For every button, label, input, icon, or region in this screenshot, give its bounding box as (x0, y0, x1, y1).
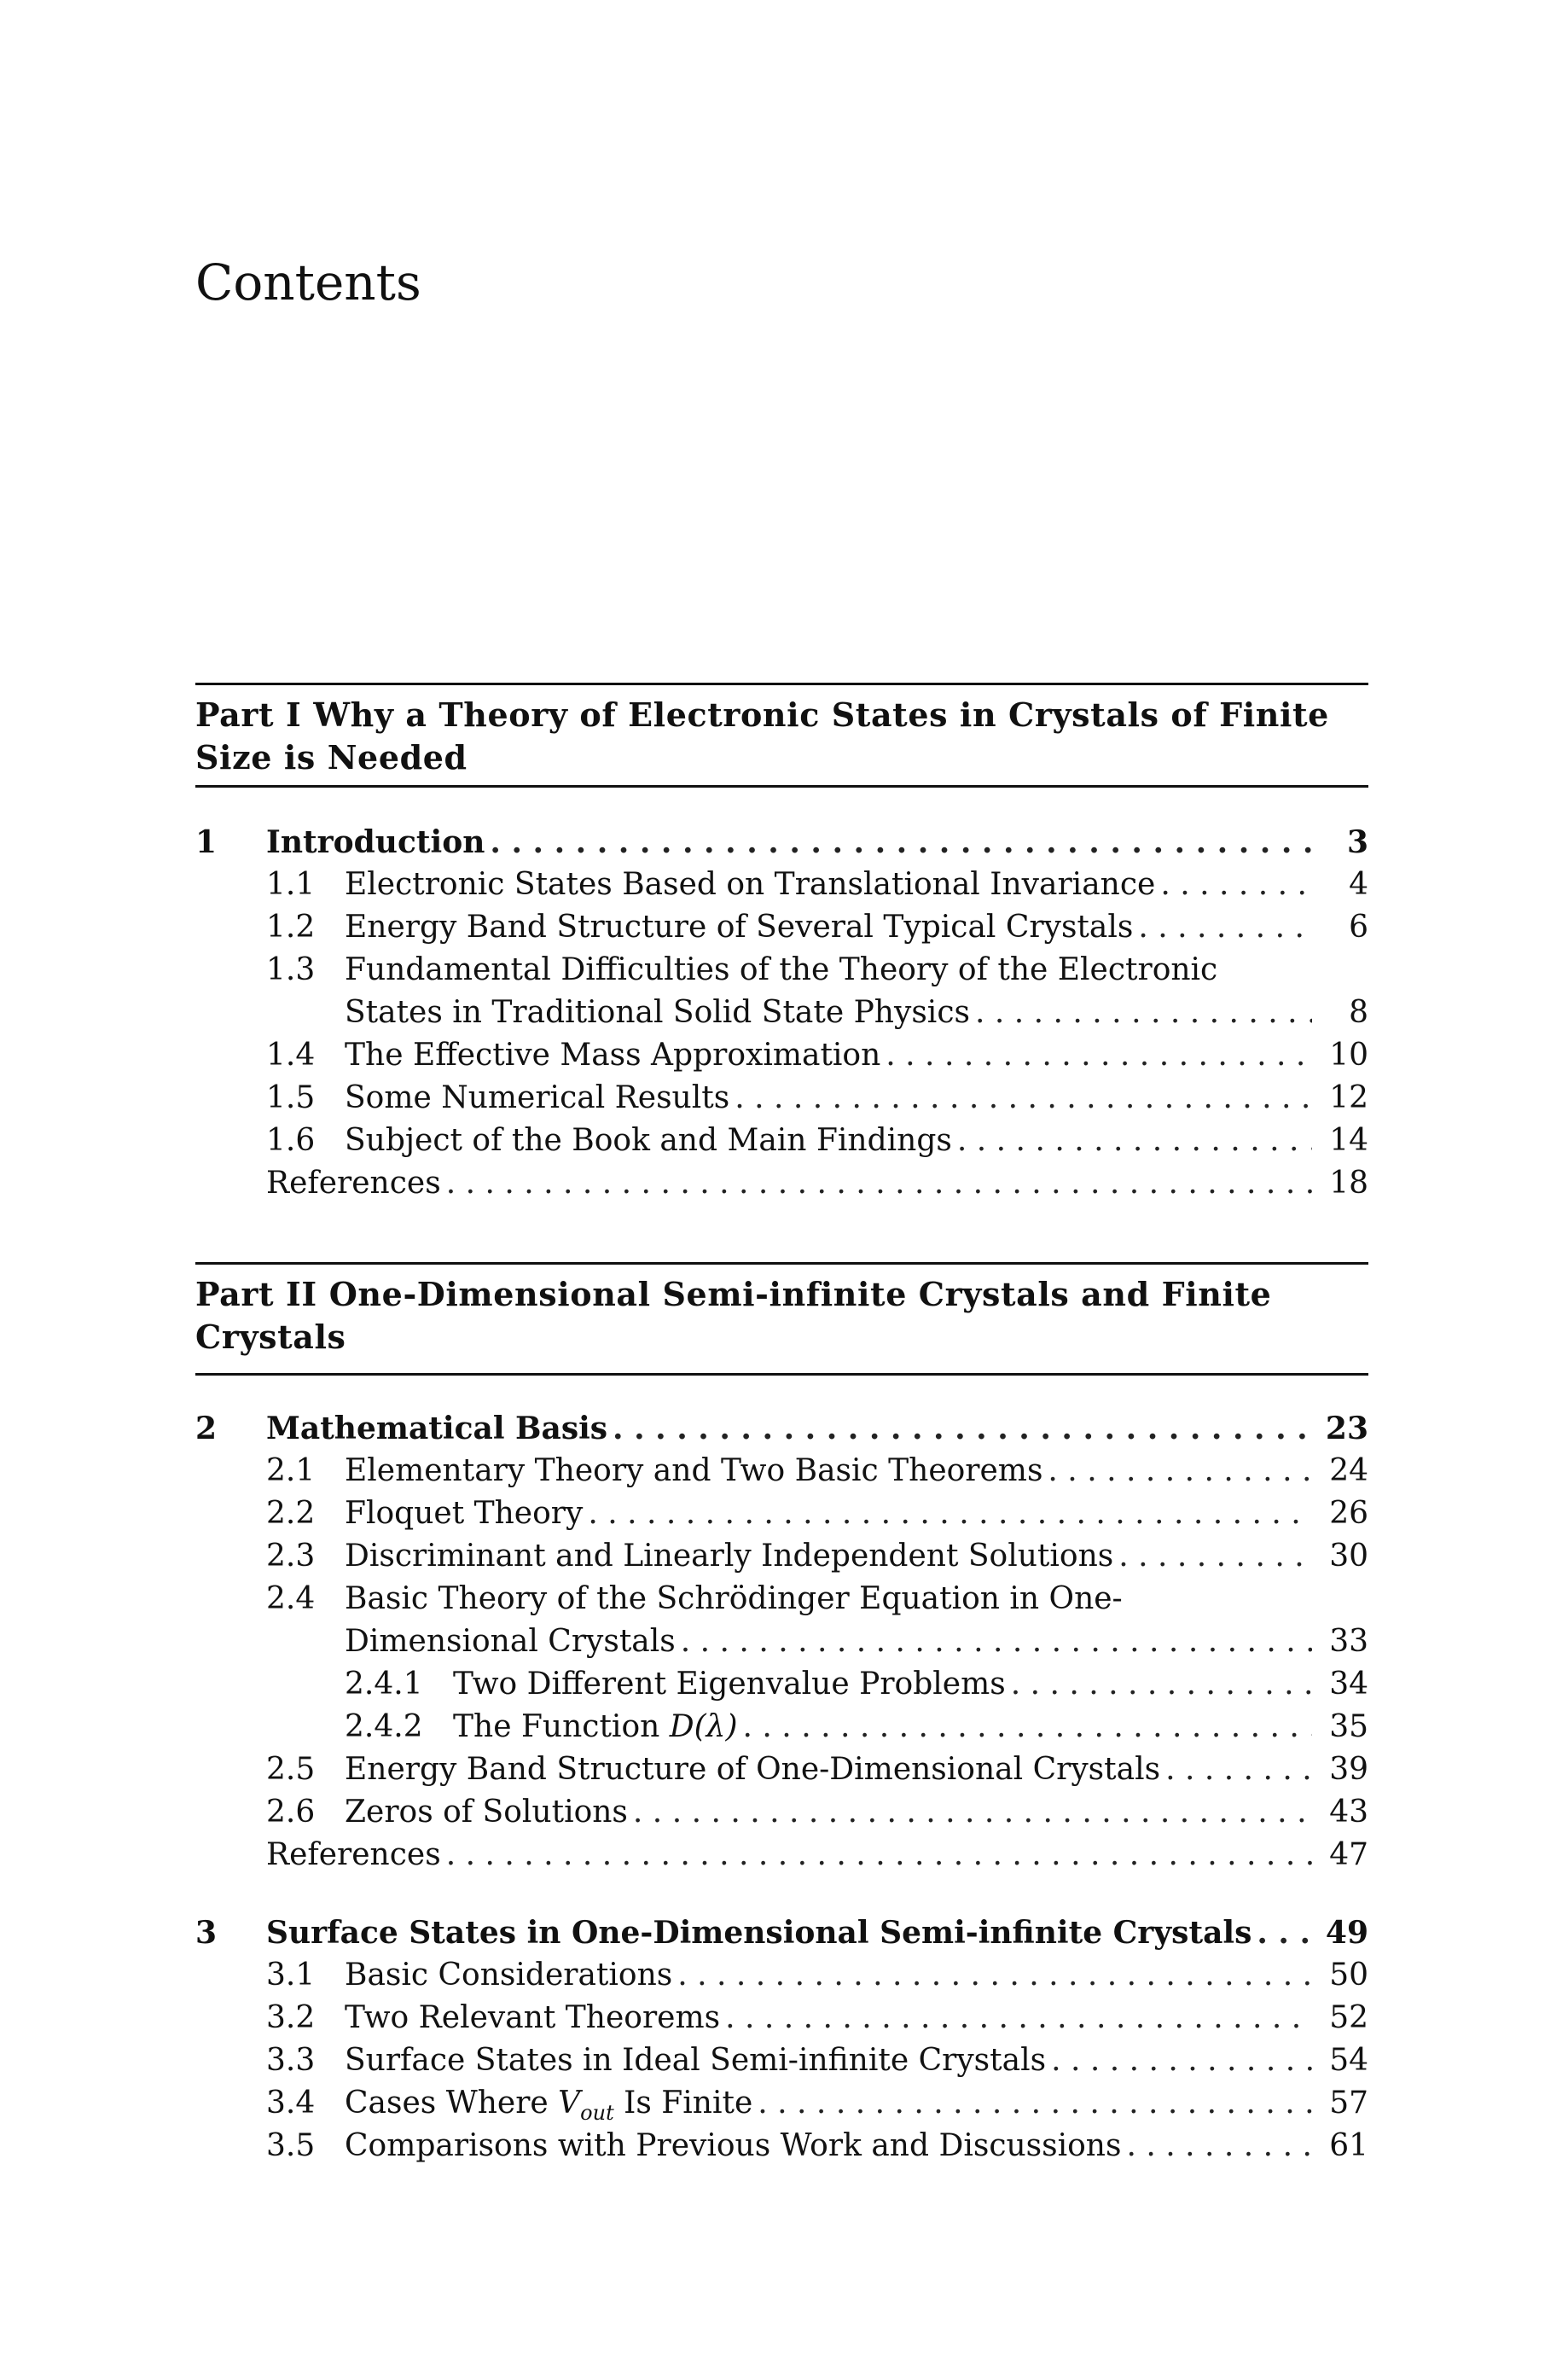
math-variable: V (558, 2086, 581, 2121)
toc-section-entry[interactable] (195, 864, 1368, 906)
part-heading (195, 1273, 1368, 1359)
entry-number: 2.1 (266, 1453, 316, 1488)
entry-number: 1.1 (266, 867, 316, 902)
dot-leader (446, 1834, 1312, 1876)
entry-page: 54 (1329, 2043, 1368, 2078)
entry-title: Subject of the Book and Main Findings (345, 1123, 952, 1158)
entry-number: 1.4 (266, 1038, 316, 1073)
entry-page: 14 (1329, 1123, 1368, 1158)
dot-leader (886, 1034, 1312, 1077)
entry-page: 12 (1329, 1080, 1368, 1115)
entry-number: 2.4.1 (345, 1667, 423, 1702)
entry-number: 1.5 (266, 1080, 316, 1115)
toc-section-entry[interactable] (195, 2039, 1368, 2082)
dot-leader (1118, 1535, 1312, 1578)
dot-leader (588, 1492, 1312, 1535)
toc-section-entry[interactable] (195, 1748, 1368, 1791)
part-label: Part I (195, 695, 302, 734)
part-top-rule (195, 1262, 1368, 1265)
entry-title: The Effective Mass Approximation (345, 1038, 881, 1073)
toc-section-entry[interactable] (195, 1450, 1368, 1492)
dot-leader (490, 821, 1312, 864)
dot-leader (1165, 1748, 1312, 1791)
entry-title: Dimensional Crystals (345, 1624, 676, 1659)
entry-title-text: The Function (453, 1709, 670, 1744)
entry-title: Surface States in Ideal Semi-infinite Crystals (345, 2043, 1047, 2078)
entry-page: 35 (1329, 1709, 1368, 1744)
part-title-line: Crystals (195, 1318, 346, 1356)
toc-subsection-entry[interactable] (195, 1706, 1368, 1748)
entry-title: References (266, 1837, 441, 1872)
toc-section-entry-continuation[interactable] (195, 1620, 1368, 1663)
dot-leader (758, 2082, 1312, 2125)
part-bottom-rule (195, 785, 1368, 788)
entry-title: References (266, 1166, 441, 1201)
entry-page: 39 (1329, 1752, 1368, 1787)
entry-title (453, 1706, 738, 1748)
dot-leader (743, 1706, 1312, 1748)
toc-section-entry[interactable] (195, 1954, 1368, 1997)
dot-leader (677, 1954, 1312, 1997)
entry-title: Zeros of Solutions (345, 1795, 628, 1830)
page-title: Contents (195, 253, 421, 311)
entry-title-text: Is Finite (613, 2086, 753, 2121)
entry-title: Energy Band Structure of Several Typical Crystals (345, 910, 1134, 945)
part-heading (195, 694, 1368, 779)
entry-title: Introduction (266, 824, 485, 860)
entry-number: 2 (195, 1411, 218, 1446)
math-subscript: out (580, 2101, 614, 2126)
toc-chapter-entry[interactable] (195, 1911, 1368, 1954)
part-title-line: Size is Needed (195, 738, 467, 777)
entry-number: 2.6 (266, 1795, 316, 1830)
toc-section-entry[interactable] (195, 1791, 1368, 1834)
part-label: Part II (195, 1275, 317, 1313)
toc-section-entry[interactable] (195, 906, 1368, 949)
toc-section-entry[interactable] (195, 1492, 1368, 1535)
dot-leader (1138, 906, 1312, 949)
dot-leader (446, 1162, 1312, 1205)
part-bottom-rule (195, 1373, 1368, 1376)
dot-leader (1257, 1911, 1312, 1954)
entry-title: Comparisons with Previous Work and Discussions (345, 2128, 1122, 2163)
entry-title: Energy Band Structure of One-Dimensional Crystals (345, 1752, 1161, 1787)
entry-number: 3.4 (266, 2086, 316, 2121)
entry-number: 1.3 (266, 952, 316, 987)
dot-leader (1126, 2125, 1312, 2167)
entry-page: 18 (1329, 1166, 1368, 1201)
toc-references-entry[interactable] (195, 1834, 1368, 1876)
dot-leader (957, 1120, 1312, 1162)
dot-leader (1160, 864, 1312, 906)
entry-title: Mathematical Basis (266, 1411, 608, 1446)
toc-references-entry[interactable] (195, 1162, 1368, 1205)
toc-section-entry[interactable] (195, 949, 1368, 992)
entry-title: Two Different Eigenvalue Problems (453, 1667, 1006, 1702)
entry-title: Basic Theory of the Schrödinger Equation in One- (345, 1581, 1123, 1616)
entry-title: Two Relevant Theorems (345, 2000, 721, 2035)
entry-title: Electronic States Based on Translational Invariance (345, 867, 1156, 902)
entry-page: 49 (1325, 1915, 1368, 1951)
toc-chapter-entry[interactable] (195, 1407, 1368, 1450)
entry-number: 1.2 (266, 910, 316, 945)
entry-page: 33 (1329, 1624, 1368, 1659)
entry-number: 2.3 (266, 1539, 316, 1574)
entry-page: 57 (1329, 2086, 1368, 2121)
entry-number: 2.4 (266, 1581, 316, 1616)
toc-section-entry[interactable] (195, 1120, 1368, 1162)
entry-page: 24 (1329, 1453, 1368, 1488)
dot-leader (1051, 2039, 1312, 2082)
part-title-line: Why a Theory of Electronic States in Crystals of Finite (313, 695, 1329, 734)
toc-section-entry[interactable] (195, 1578, 1368, 1620)
toc-section-entry[interactable] (195, 2082, 1368, 2125)
entry-number: 1 (195, 824, 218, 860)
toc-section-entry[interactable] (195, 1997, 1368, 2039)
entry-page: 8 (1349, 995, 1368, 1030)
part-title-line: One-Dimensional Semi-infinite Crystals and Finite (328, 1275, 1272, 1313)
entry-page: 4 (1349, 867, 1368, 902)
math-expression: D(λ) (669, 1709, 738, 1744)
dot-leader (1048, 1450, 1312, 1492)
entry-page: 26 (1329, 1496, 1368, 1531)
dot-leader (613, 1407, 1312, 1450)
dot-leader (735, 1077, 1312, 1120)
entry-number: 1.6 (266, 1123, 316, 1158)
entry-number: 2.5 (266, 1752, 316, 1787)
toc-section-entry[interactable] (195, 1535, 1368, 1578)
entry-page: 34 (1329, 1667, 1368, 1702)
entry-page: 6 (1349, 910, 1368, 945)
toc-section-entry[interactable] (195, 1077, 1368, 1120)
entry-title (345, 2082, 752, 2125)
entry-title: Surface States in One-Dimensional Semi-infinite Crystals (266, 1915, 1252, 1951)
entry-title: States in Traditional Solid State Physics (345, 995, 970, 1030)
toc-subsection-entry[interactable] (195, 1663, 1368, 1706)
dot-leader (975, 992, 1312, 1034)
part-top-rule (195, 683, 1368, 685)
entry-page: 30 (1329, 1539, 1368, 1574)
dot-leader (1011, 1663, 1312, 1706)
entry-title: Elementary Theory and Two Basic Theorems (345, 1453, 1043, 1488)
dot-leader (681, 1620, 1312, 1663)
entry-page: 43 (1329, 1795, 1368, 1830)
entry-number: 3.3 (266, 2043, 316, 2078)
entry-number: 3.2 (266, 2000, 316, 2035)
entry-number: 2.2 (266, 1496, 316, 1531)
entry-title: Discriminant and Linearly Independent Solutions (345, 1539, 1114, 1574)
entry-page: 47 (1329, 1837, 1368, 1872)
entry-number: 2.4.2 (345, 1709, 423, 1744)
dot-leader (725, 1997, 1312, 2039)
toc-section-entry-continuation[interactable] (195, 992, 1368, 1034)
entry-page: 3 (1346, 824, 1368, 860)
entry-title: Basic Considerations (345, 1958, 673, 1993)
entry-title-text: Cases Where (345, 2086, 559, 2121)
toc-chapter-entry[interactable] (195, 821, 1368, 864)
entry-page: 61 (1329, 2128, 1368, 2163)
toc-section-entry[interactable] (195, 1034, 1368, 1077)
dot-leader (633, 1791, 1312, 1834)
entry-number: 3.5 (266, 2128, 316, 2163)
entry-title: Floquet Theory (345, 1496, 584, 1531)
entry-page: 23 (1325, 1411, 1368, 1446)
entry-page: 52 (1329, 2000, 1368, 2035)
entry-page: 50 (1329, 1958, 1368, 1993)
entry-page: 10 (1329, 1038, 1368, 1073)
toc-section-entry[interactable] (195, 2125, 1368, 2167)
entry-title: Some Numerical Results (345, 1080, 730, 1115)
entry-number: 3.1 (266, 1958, 316, 1993)
entry-title: Fundamental Difficulties of the Theory of the Electronic (345, 952, 1218, 987)
entry-number: 3 (195, 1915, 218, 1951)
